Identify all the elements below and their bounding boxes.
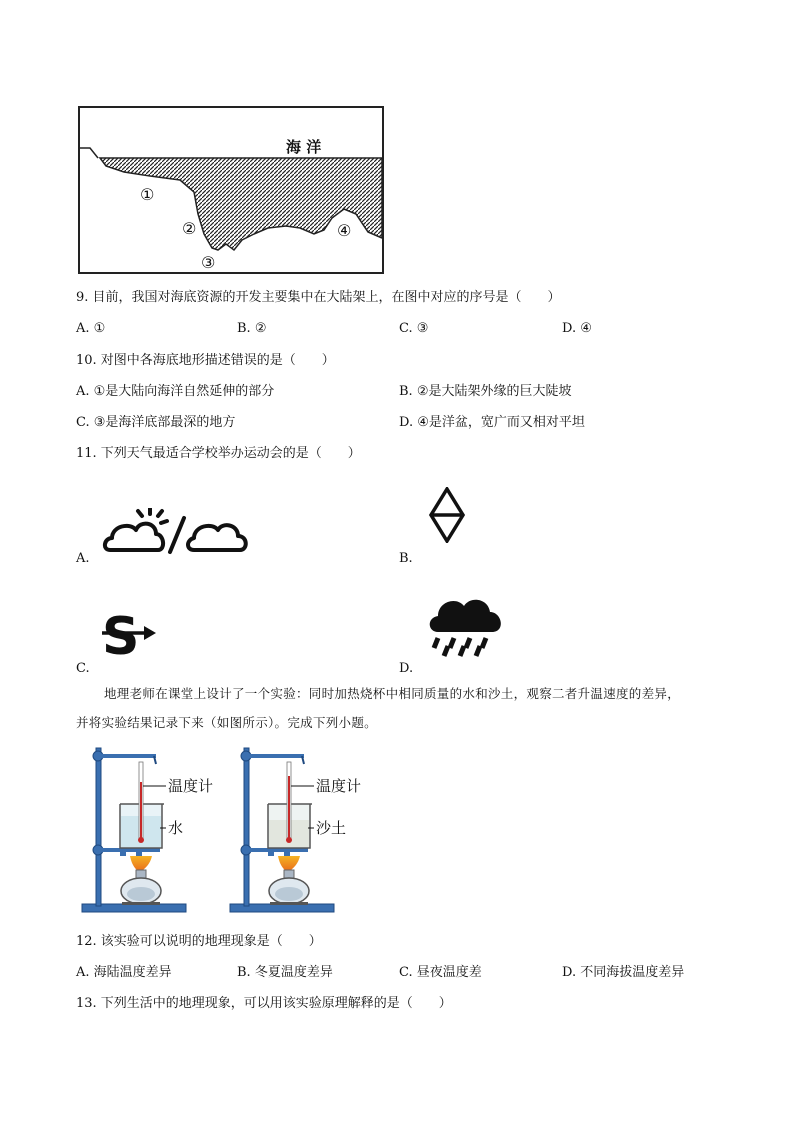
experiment-intro-line-1: 地理老师在课堂上设计了一个实验：同时加热烧杯中相同质量的水和沙土，观察二者升温速度的差异， bbox=[104, 686, 681, 701]
marker-2: ② bbox=[182, 219, 197, 238]
right-thermometer-label: 温度计 bbox=[316, 777, 362, 795]
seafloor-diagram-svg bbox=[78, 106, 384, 274]
q10-option-d[interactable]: D. ④是洋盆，宽广而又相对平坦 bbox=[399, 415, 585, 430]
left-thermometer-label: 温度计 bbox=[168, 777, 214, 795]
strong-wind-icon bbox=[100, 606, 160, 658]
q11-option-b[interactable]: B. bbox=[399, 551, 413, 566]
question-10: 10. 对图中各海底地形描述错误的是（ ） bbox=[76, 353, 335, 368]
question-9: 9. 目前，我国对海底资源的开发主要集中在大陆架上，在图中对应的序号是（ ） bbox=[76, 290, 561, 305]
q10-option-b[interactable]: B. ②是大陆架外缘的巨大陡坡 bbox=[399, 384, 572, 399]
q9-option-a[interactable]: A. ① bbox=[76, 321, 106, 336]
sandstorm-icon bbox=[429, 487, 465, 543]
right-substance-label: 沙土 bbox=[316, 819, 347, 837]
strong-wind-s-glyph: S bbox=[102, 607, 140, 658]
marker-4: ④ bbox=[337, 221, 352, 240]
q9-option-d[interactable]: D. ④ bbox=[562, 321, 592, 336]
experiment-apparatus-diagram bbox=[76, 742, 376, 920]
partly-cloudy-to-cloudy-icon bbox=[100, 508, 250, 556]
q10-option-a[interactable]: A. ①是大陆向海洋自然延伸的部分 bbox=[76, 384, 275, 399]
question-12: 12. 该实验可以说明的地理现象是（ ） bbox=[76, 934, 322, 949]
q9-option-c[interactable]: C. ③ bbox=[399, 321, 429, 336]
q12-option-c[interactable]: C. 昼夜温度差 bbox=[399, 965, 482, 980]
q12-option-d[interactable]: D. 不同海拔温度差异 bbox=[562, 965, 685, 980]
question-13: 13. 下列生活中的地理现象，可以用该实验原理解释的是（ ） bbox=[76, 996, 452, 1011]
q12-option-b[interactable]: B. 冬夏温度差异 bbox=[237, 965, 333, 980]
left-substance-label: 水 bbox=[168, 819, 184, 837]
q9-option-b[interactable]: B. ② bbox=[237, 321, 267, 336]
q11-option-d[interactable]: D. bbox=[399, 661, 414, 676]
q11-option-c[interactable]: C. bbox=[76, 661, 90, 676]
rain-icon bbox=[426, 594, 506, 658]
marker-3: ③ bbox=[201, 253, 216, 272]
ocean-label: 海 洋 bbox=[286, 138, 322, 156]
experiment-intro-line-2: 并将实验结果记录下来（如图所示）。完成下列小题。 bbox=[76, 715, 377, 730]
question-11: 11. 下列天气最适合学校举办运动会的是（ ） bbox=[76, 446, 361, 461]
q12-option-a[interactable]: A. 海陆温度差异 bbox=[76, 965, 172, 980]
marker-1: ① bbox=[140, 185, 155, 204]
q10-option-c[interactable]: C. ③是海洋底部最深的地方 bbox=[76, 415, 236, 430]
q11-option-a[interactable]: A. bbox=[76, 551, 90, 566]
seafloor-diagram bbox=[78, 106, 384, 274]
